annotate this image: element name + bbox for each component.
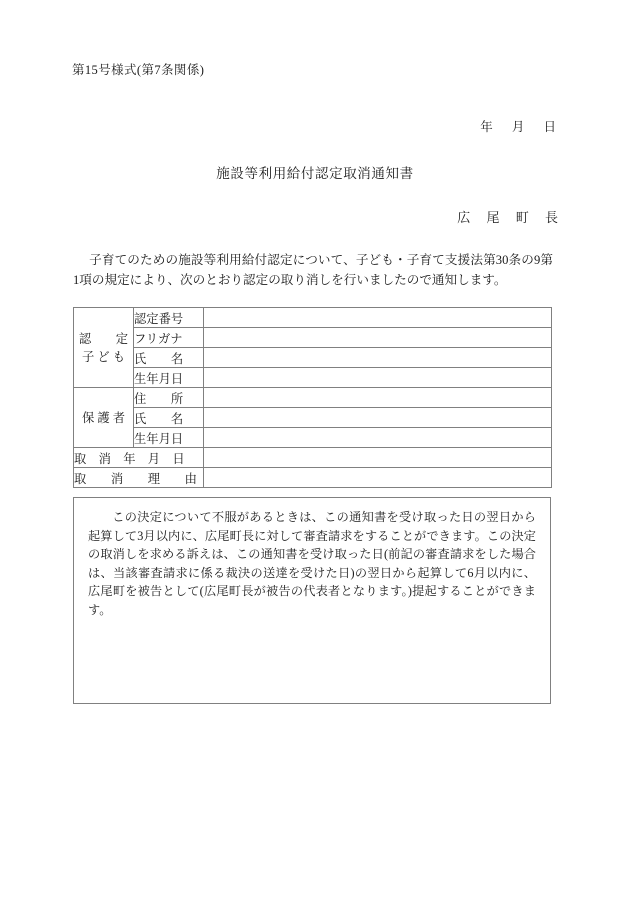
table-row bbox=[74, 348, 552, 368]
row-value-guardian-name[interactable] bbox=[204, 408, 552, 428]
row-label-child-birthdate: 生年月日 bbox=[134, 368, 204, 388]
table-row bbox=[74, 368, 552, 388]
appeal-notice-text-wrapper bbox=[88, 508, 536, 619]
table-row bbox=[74, 328, 552, 348]
row-value-certification-number[interactable] bbox=[204, 308, 552, 328]
issuer-char-3: 町 bbox=[515, 210, 529, 225]
group-label-guardian bbox=[74, 388, 134, 448]
group-label-child-line1: 認 定 bbox=[78, 331, 129, 346]
row-value-guardian-address[interactable] bbox=[204, 388, 552, 408]
table-row bbox=[74, 308, 552, 328]
row-value-child-birthdate[interactable] bbox=[204, 368, 552, 388]
form-number: 第15号様式(第7条関係) bbox=[72, 63, 205, 77]
table-row bbox=[74, 428, 552, 448]
row-value-child-name[interactable] bbox=[204, 348, 552, 368]
group-label-guardian-line1: 保 護 者 bbox=[81, 410, 126, 425]
table-row bbox=[74, 448, 552, 468]
appeal-notice-text: この決定について不服があるときは、この通知書を受け取った日の翌日から起算して3月以内に、広尾町長に対して審査請求をすることができます。この決定の取消しを求める訴えは、この通知書を受け取った日(前記の審査請求をした場合は、当該審査請求に係る裁決の送達を受けた日)の翌日から起算して6月以内に、広尾町を被告として(広尾町長が被告の代表者となります。)提起することができます。 bbox=[88, 510, 536, 617]
group-label-child bbox=[74, 308, 134, 388]
issuer-name bbox=[0, 207, 558, 226]
row-label-guardian-address: 住 所 bbox=[134, 388, 204, 408]
group-label-child-line2: 子 ど も bbox=[81, 349, 126, 364]
row-label-child-furigana: フリガナ bbox=[134, 328, 204, 348]
row-label-cancellation-date: 取 消 年 月 日 bbox=[74, 448, 204, 468]
row-value-child-furigana[interactable] bbox=[204, 328, 552, 348]
date-month-label: 月 bbox=[511, 120, 525, 134]
row-label-guardian-birthdate: 生年月日 bbox=[134, 428, 204, 448]
row-label-guardian-name: 氏 名 bbox=[134, 408, 204, 428]
date-year-label: 年 bbox=[480, 120, 493, 134]
row-value-cancellation-reason[interactable] bbox=[204, 468, 552, 488]
date-day-label: 日 bbox=[543, 120, 556, 134]
body-paragraph bbox=[73, 250, 553, 290]
issuer-char-2: 尾 bbox=[486, 210, 500, 225]
table-row bbox=[74, 408, 552, 428]
row-value-cancellation-date[interactable] bbox=[204, 448, 552, 468]
body-paragraph-text: 子育てのための施設等利用給付認定について、子ども・子育て支援法第30条の9第1項の規定により、次のとおり認定の取り消しを行いましたので通知します。 bbox=[73, 253, 553, 287]
table-row bbox=[74, 388, 552, 408]
row-label-child-name: 氏 名 bbox=[134, 348, 204, 368]
row-value-guardian-birthdate[interactable] bbox=[204, 428, 552, 448]
row-label-cancellation-reason: 取 消 理 由 bbox=[74, 468, 204, 488]
appeal-notice-box bbox=[73, 497, 551, 704]
table-row bbox=[74, 468, 552, 488]
date-line bbox=[0, 117, 556, 135]
issuer-char-4: 長 bbox=[544, 210, 558, 225]
row-label-certification-number: 認定番号 bbox=[134, 308, 204, 328]
document-title: 施設等利用給付認定取消通知書 bbox=[216, 166, 414, 181]
issuer-char-1: 広 bbox=[457, 210, 471, 225]
certification-table bbox=[73, 307, 552, 488]
